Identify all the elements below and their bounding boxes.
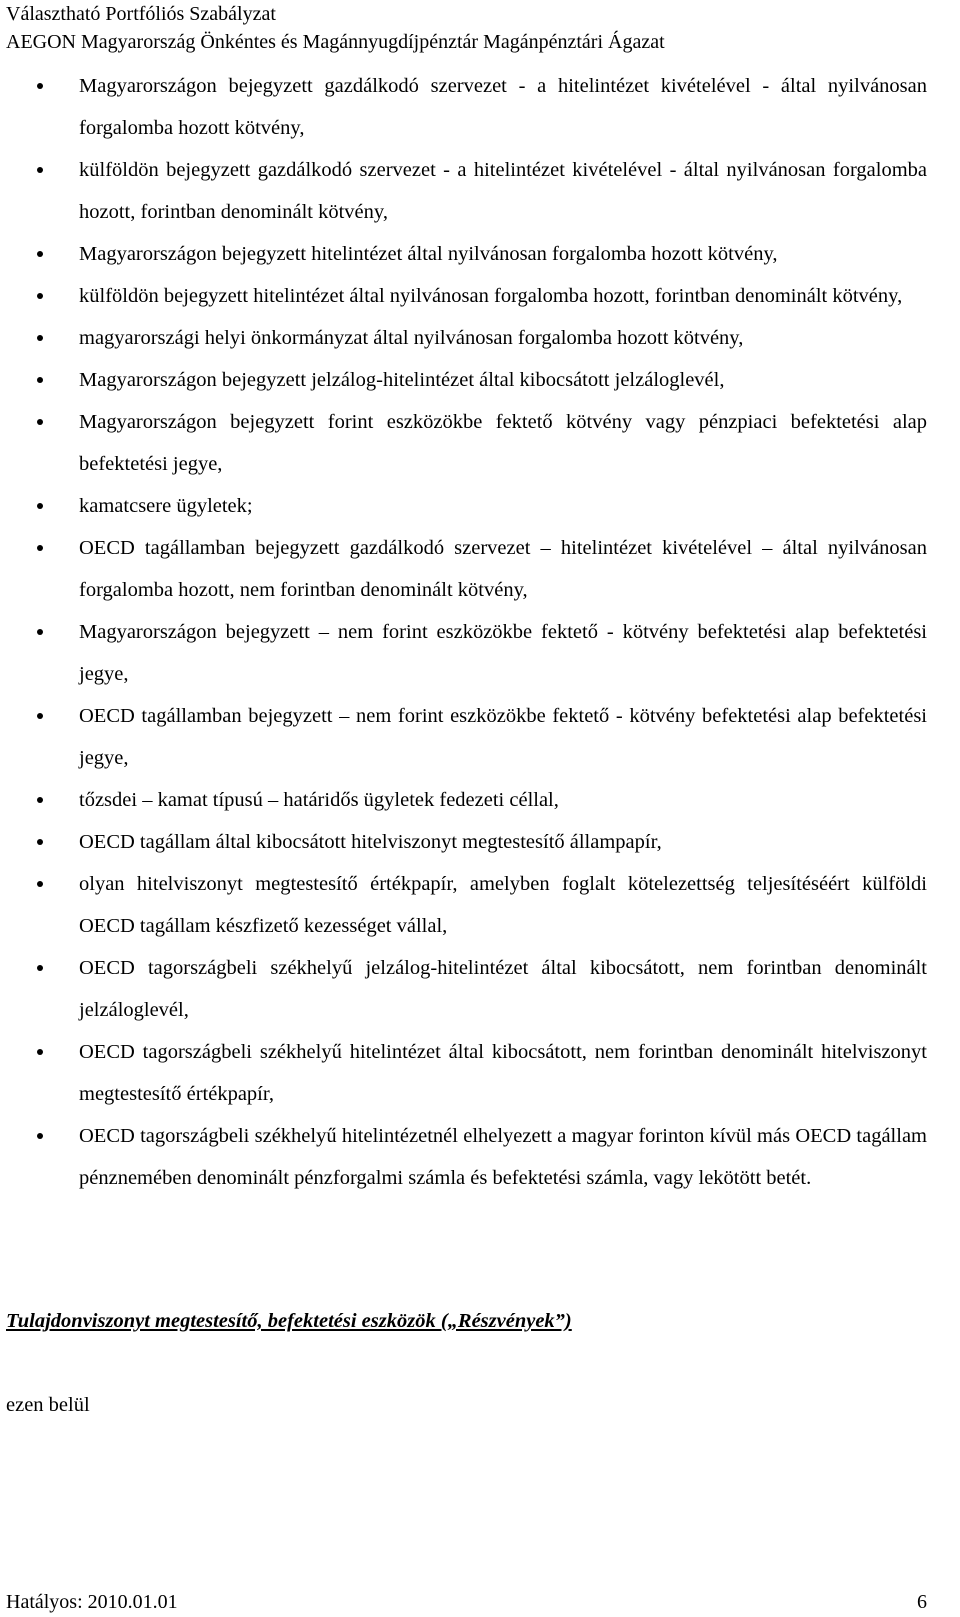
bullet-icon (37, 83, 43, 89)
list-item (0, 1031, 960, 1115)
bullet-icon (37, 251, 43, 257)
list-item-text: OECD tagországbeli székhelyű jelzálog-hitelintézet által kibocsátott, nem forintban denominált jelzáloglevél, (79, 957, 927, 1021)
list-item-text: olyan hitelviszonyt megtestesítő értékpapír, amelyben foglalt kötelezettség teljesítéséért külföldi OECD tagállam készfizető kezességet vállal, (79, 873, 927, 937)
bullet-icon (37, 797, 43, 803)
list-item (0, 821, 960, 863)
document-subtitle: AEGON Magyarország Önkéntes és Magánnyugdíjpénztár Magánpénztári Ágazat (6, 31, 665, 53)
section-subtext: ezen belül (6, 1394, 90, 1416)
list-item-text: tőzsdei – kamat típusú – határidős ügyletek fedezeti céllal, (79, 789, 559, 811)
eligible-assets-list (0, 65, 960, 1199)
list-item-text: OECD tagállamban bejegyzett – nem forint eszközökbe fektető - kötvény befektetési alap befektetési jegye, (79, 705, 927, 769)
list-item-text: OECD tagállam által kibocsátott hitelviszonyt megtestesítő állampapír, (79, 831, 662, 853)
bullet-icon (37, 545, 43, 551)
effective-date: Hatályos: 2010.01.01 (6, 1591, 178, 1613)
list-item (0, 1115, 960, 1199)
document-header (6, 0, 946, 56)
list-item (0, 527, 960, 611)
list-item-text: kamatcsere ügyletek; (79, 495, 253, 517)
bullet-icon (37, 167, 43, 173)
list-item-text: Magyarországon bejegyzett jelzálog-hitelintézet által kibocsátott jelzáloglevél, (79, 369, 725, 391)
list-item-text: OECD tagországbeli székhelyű hitelintézetnél elhelyezett a magyar forinton kívül más OECD tagállam pénznemében denominált pénzforgalmi számla és befektetési számla, vagy lekötött betét. (79, 1125, 927, 1189)
list-item (0, 401, 960, 485)
list-item-text: magyarországi helyi önkormányzat által nyilvánosan forgalomba hozott kötvény, (79, 327, 744, 349)
section-heading: Tulajdonviszonyt megtestesítő, befektetési eszközök („Részvények”) (6, 1310, 572, 1332)
list-item (0, 485, 960, 527)
list-item (0, 947, 960, 1031)
list-item (0, 317, 960, 359)
bullet-icon (37, 1049, 43, 1055)
bullet-icon (37, 881, 43, 887)
bullet-icon (37, 377, 43, 383)
list-item (0, 611, 960, 695)
list-item (0, 149, 960, 233)
list-item-text: külföldön bejegyzett gazdálkodó szervezet - a hitelintézet kivételével - által nyilvánosan forgalomba hozott, forintban denominált kötvény, (79, 159, 927, 223)
page-number: 6 (917, 1591, 927, 1613)
bullet-icon (37, 335, 43, 341)
bullet-icon (37, 1133, 43, 1139)
list-item (0, 275, 960, 317)
bullet-icon (37, 629, 43, 635)
list-item (0, 233, 960, 275)
list-item-text: külföldön bejegyzett hitelintézet által nyilvánosan forgalomba hozott, forintban denominált kötvény, (79, 285, 903, 307)
list-item-text: Magyarországon bejegyzett – nem forint eszközökbe fektető - kötvény befektetési alap befektetési jegye, (79, 621, 927, 685)
document-title: Választható Portfóliós Szabályzat (6, 3, 276, 25)
list-item-text: OECD tagállamban bejegyzett gazdálkodó szervezet – hitelintézet kivételével – által nyilvánosan forgalomba hozott, nem forintban denominált kötvény, (79, 537, 927, 601)
bullet-icon (37, 293, 43, 299)
list-item (0, 359, 960, 401)
list-item (0, 863, 960, 947)
list-item-text: Magyarországon bejegyzett hitelintézet által nyilvánosan forgalomba hozott kötvény, (79, 243, 778, 265)
list-item (0, 695, 960, 779)
bullet-icon (37, 419, 43, 425)
list-item-text: Magyarországon bejegyzett gazdálkodó szervezet - a hitelintézet kivételével - által nyilvánosan forgalomba hozott kötvény, (79, 75, 927, 139)
bullet-icon (37, 839, 43, 845)
bullet-icon (37, 713, 43, 719)
list-item (0, 779, 960, 821)
list-item-text: OECD tagországbeli székhelyű hitelintézet által kibocsátott, nem forintban denominált hitelviszonyt megtestesítő értékpapír, (79, 1041, 927, 1105)
list-item-text: Magyarországon bejegyzett forint eszközökbe fektető kötvény vagy pénzpiaci befektetési alap befektetési jegye, (79, 411, 927, 475)
bullet-icon (37, 503, 43, 509)
bullet-icon (37, 965, 43, 971)
list-item (0, 65, 960, 149)
